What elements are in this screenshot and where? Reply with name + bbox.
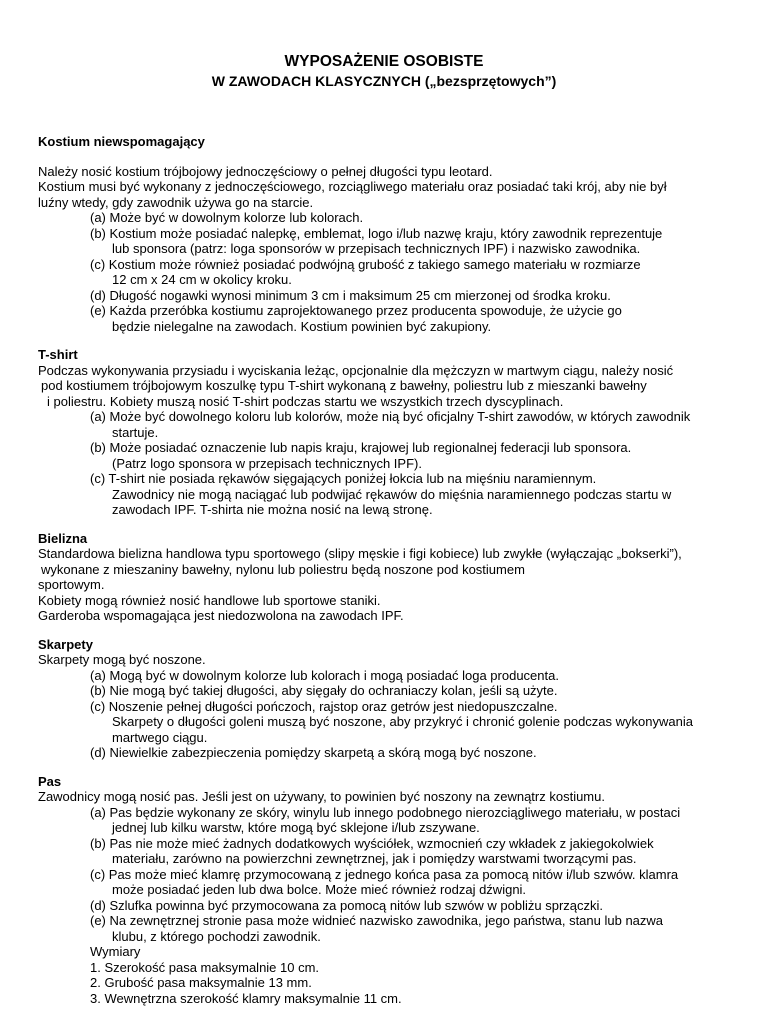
list-item: (d) Długość nogawki wynosi minimum 3 cm i maksimum 25 cm mierzonej od środka kroku. xyxy=(90,287,611,303)
paragraph-line: Garderoba wspomagająca jest niedozwolona na zawodach IPF. xyxy=(38,608,404,623)
list-item-continuation: (Patrz logo sponsora w przepisach technicznych IPF). xyxy=(112,455,422,471)
list-item: (a) Może być w dowolnym kolorze lub kolorach. xyxy=(90,210,364,225)
paragraph-line: wykonane z mieszaniny bawełny, nylonu lub poliestru będą noszone pod kostiumem xyxy=(41,561,525,577)
list-item-continuation: będzie nielegalne na zawodach. Kostium powinien być zakupiony. xyxy=(112,318,492,334)
paragraph-line: Należy nosić kostium trójbojowy jednoczęściowy o pełnej długości typu leotard. xyxy=(38,163,493,179)
paragraph-line: Zawodnicy mogą nosić pas. Jeśli jest on używany, to powinien być noszony na zewnątrz kostiumu. xyxy=(38,789,605,804)
list-item: (b) Kostium może posiadać nalepkę, emblemat, logo i/lub nazwę kraju, który zawodnik reprezentuje xyxy=(90,225,663,241)
list-item: 3. Wewnętrzna szerokość klamry maksymalnie 11 cm. xyxy=(90,990,402,1006)
section-heading: Bielizna xyxy=(38,530,88,546)
list-item: (b) Nie mogą być takiej długości, aby sięgały do ochraniaczy kolan, jeśli są użyte. xyxy=(90,683,558,698)
paragraph-line: Kostium musi być wykonany z jednoczęściowego, rozciągliwego materiału oraz posiadać taki krój, aby nie był xyxy=(38,179,667,194)
paragraph-line: Standardowa bielizna handlowa typu sportowego (slipy męskie i figi kobiece) lub zwykłe (wyłączając „bokserki”), xyxy=(38,546,682,561)
list-item-continuation: materiału, zarówno na powierzchni zewnętrznej, jak i pomiędzy warstwami tworzącymi pas. xyxy=(112,851,637,866)
list-item-continuation: jednej lub kilku warstw, które mogą być sklejone i/lub zszywane. xyxy=(112,820,480,835)
list-item: (c) Kostium może również posiadać podwójną grubość z takiego samego materiału w rozmiarze xyxy=(90,256,641,272)
list-item: (c) Noszenie pełnej długości pończoch, rajstop oraz getrów jest niedopuszczalne. xyxy=(90,698,558,714)
list-item: (e) Każda przeróbka kostiumu zaprojektowanego przez producenta spowoduje, że użycie go xyxy=(90,303,622,318)
document-body xyxy=(38,134,738,1019)
list-item-continuation: klubu, z którego pochodzi zawodnik. xyxy=(112,928,321,944)
list-item: (d) Szlufka powinna być przymocowana za pomocą nitów lub szwów w pobliżu sprzączki. xyxy=(90,897,603,913)
section-tshirt xyxy=(38,347,738,518)
paragraph-line: i poliestru. Kobiety muszą nosić T-shirt podczas startu we wszystkich trzech dyscyplinach. xyxy=(47,393,564,409)
document-title: WYPOSAŻENIE OSOBISTE xyxy=(284,53,484,70)
list-item: (a) Mogą być w dowolnym kolorze lub kolorach i mogą posiadać loga producenta. xyxy=(90,667,559,683)
list-item-continuation: martwego ciągu. xyxy=(112,729,208,745)
list-item-continuation: startuje. xyxy=(112,424,159,440)
section-bielizna xyxy=(38,531,738,624)
list-item-continuation: 12 cm x 24 cm w okolicy kroku. xyxy=(112,272,292,287)
section-pas xyxy=(38,774,738,1007)
list-item: (a) Pas będzie wykonany ze skóry, winylu lub innego podobnego nierozciągliwego materiału, w postaci xyxy=(90,804,681,820)
section-skarpety xyxy=(38,637,738,761)
paragraph-line: luźny wtedy, gdy zawodnik używa go na starcie. xyxy=(38,194,314,210)
paragraph-line: Podczas wykonywania przysiadu i wyciskania leżąc, opcjonalnie dla mężczyzn w martwym ciągu, należy nosić xyxy=(38,362,674,378)
paragraph-line: sportowym. xyxy=(38,577,105,592)
list-item: (e) Na zewnętrznej stronie pasa może widnieć nazwisko zawodnika, jego państwa, stanu lub nazwa xyxy=(90,913,664,928)
list-item-continuation: może posiadać jeden lub dwa bolce. Może mieć również rodzaj dźwigni. xyxy=(112,882,527,897)
list-item: (b) Pas nie może mieć żadnych dodatkowych wyściółek, wzmocnień czy wkładek z jakiegokolwiek xyxy=(90,835,654,851)
section-heading: Pas xyxy=(38,773,62,789)
section-heading: Skarpety xyxy=(38,636,93,652)
paragraph-line: pod kostiumem trójbojowym koszulkę typu T-shirt wykonaną z bawełny, poliestru lub z mieszanki bawełny xyxy=(41,378,647,393)
list-item: (c) T-shirt nie posiada rękawów sięgających poniżej łokcia lub na mięśniu naramiennym. xyxy=(90,471,597,486)
list-item-continuation: Skarpety o długości goleni muszą być noszone, aby przykryć i chronić golenie podczas wykonywania xyxy=(112,714,693,729)
paragraph-line: Kobiety mogą również nosić handlowe lub sportowe staniki. xyxy=(38,592,381,608)
document-subtitle: W ZAWODACH KLASYCZNYCH („bezsprzętowych”) xyxy=(211,73,557,89)
list-item: (c) Pas może mieć klamrę przymocowaną z jednego końca pasa za pomocą nitów i/lub szwów. klamra xyxy=(90,866,679,882)
dimensions-heading: Wymiary xyxy=(90,944,141,959)
section-heading: T-shirt xyxy=(38,347,78,362)
list-item-continuation: zawodach IPF. T-shirta nie można nosić na lewą stronę. xyxy=(112,502,433,517)
section-heading: Kostium niewspomagający xyxy=(38,134,205,149)
list-item-continuation: Zawodnicy nie mogą naciągać lub podwijać rękawów do mięśnia naramiennego podczas startu w xyxy=(112,486,672,502)
list-item: 2. Grubość pasa maksymalnie 13 mm. xyxy=(90,975,312,990)
list-item: (b) Może posiadać oznaczenie lub napis kraju, krajowej lub regionalnej federacji lub sponsora. xyxy=(90,440,632,455)
list-item: (d) Niewielkie zabezpieczenia pomiędzy skarpetą a skórą mogą być noszone. xyxy=(90,745,537,760)
paragraph-line: Skarpety mogą być noszone. xyxy=(38,652,206,667)
section-kostium xyxy=(38,134,738,334)
list-item: 1. Szerokość pasa maksymalnie 10 cm. xyxy=(90,959,320,975)
list-item-continuation: lub sponsora (patrz: loga sponsorów w przepisach technicznych IPF) i nazwisko zawodnika. xyxy=(112,241,641,256)
list-item: (a) Może być dowolnego koloru lub kolorów, może nią być oficjalny T-shirt zawodów, w których zawodnik xyxy=(90,409,691,424)
